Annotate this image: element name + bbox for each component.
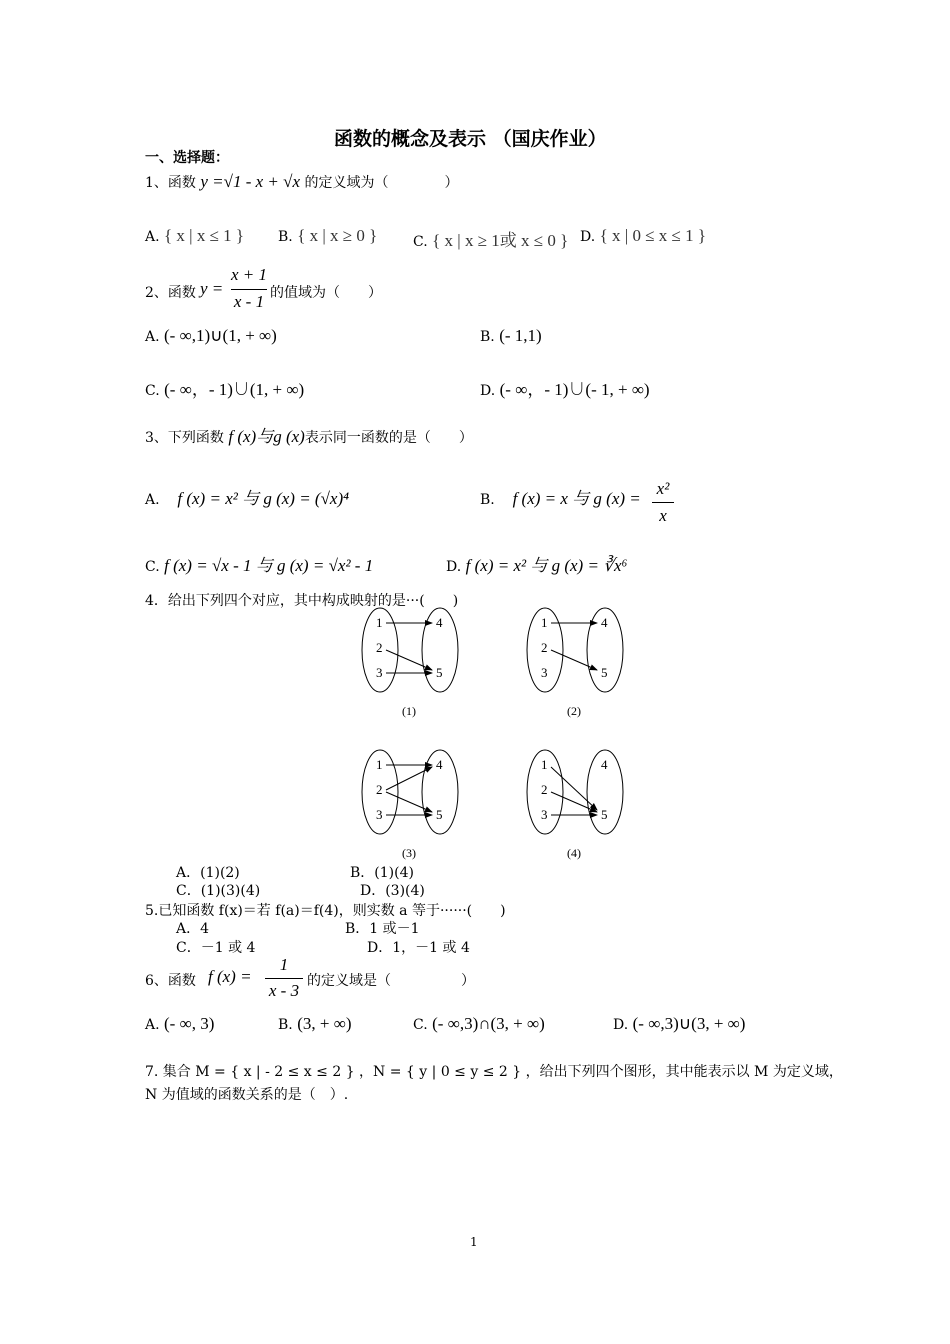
- q1-option-d: D. { x | 0 ≤ x ≤ 1 }: [580, 226, 707, 245]
- q2-option-a: A. (- ∞,1)∪(1, + ∞): [145, 326, 277, 345]
- node-label: 4: [601, 757, 608, 772]
- arrow: [551, 792, 597, 812]
- section-heading: 一、选择题：: [145, 150, 229, 166]
- q5-option-b: B．1 或－1: [345, 921, 420, 937]
- q3-option-b: B. f (x) = x 与 g (x) =: [480, 489, 641, 508]
- q2-option-d: D. (- ∞，- 1)∪(- 1, + ∞): [480, 380, 650, 399]
- question-1: [145, 172, 458, 192]
- node-label: 4: [601, 615, 608, 630]
- q6-denominator: x - 3: [268, 981, 300, 1000]
- node-label: 3: [376, 807, 383, 822]
- question-3: 3、下列函数 f (x)与g (x)表示同一函数的是（ ）: [145, 427, 473, 446]
- question-4: 4．给出下列四个对应，其中构成映射的是···( ): [145, 593, 459, 609]
- node-label: 2: [541, 782, 548, 797]
- arrow: [386, 650, 432, 670]
- q2-suffix: 的值域为（ ）: [270, 285, 382, 301]
- node-label: 4: [436, 757, 443, 772]
- q6-option-b: B. (3, + ∞): [278, 1014, 352, 1033]
- node-label: 1: [376, 757, 383, 772]
- q4-option-d: D．(3)(4): [360, 883, 425, 899]
- q6-prefix: 6、函数: [145, 973, 196, 989]
- page-title: 函数的概念及表示 （国庆作业）: [334, 128, 607, 150]
- mapping-diagram-2: [527, 608, 623, 718]
- arrow: [551, 650, 597, 670]
- q6-lhs: f (x) =: [208, 967, 252, 986]
- q6-numerator: 1: [279, 955, 289, 974]
- node-label: 2: [376, 640, 383, 655]
- q1-option-c: C. { x | x ≥ 1或 x ≤ 0 }: [413, 231, 569, 250]
- q3-option-d: D. f (x) = x² 与 g (x) = ∛x⁶: [446, 556, 628, 575]
- q1-suffix: 的定义域为（ ）: [304, 175, 459, 191]
- diagram-caption: (3): [402, 846, 416, 860]
- mapping-diagram-4: [527, 750, 623, 860]
- q3-b-numerator: x²: [656, 479, 670, 498]
- q2-lhs: y =: [200, 279, 224, 298]
- q5-option-a: A．4: [176, 921, 210, 937]
- q4-option-c: C．(1)(3)(4): [176, 883, 261, 899]
- diagram-caption: (1): [402, 704, 416, 718]
- q3-b-fraction-bar: [652, 502, 674, 503]
- q1-option-a: A. { x | x ≤ 1 }: [145, 226, 245, 245]
- q5-option-c: C．－1 或 4: [176, 940, 256, 956]
- q2-option-c: C. (- ∞，- 1)∪(1, + ∞): [145, 380, 305, 399]
- node-label: 5: [601, 807, 608, 822]
- q3-b-denominator: x: [659, 506, 667, 525]
- arrow: [551, 767, 597, 810]
- q2-fraction-bar: [231, 289, 267, 290]
- q4-option-b: B．(1)(4): [350, 865, 414, 881]
- q3-option-a: A. f (x) = x² 与 g (x) = (√x)⁴: [145, 489, 350, 508]
- q6-fraction-bar: [265, 978, 303, 979]
- q4-option-a: A．(1)(2): [176, 865, 240, 881]
- page-number: 1: [470, 1235, 478, 1249]
- q3-option-c: C. f (x) = √x - 1 与 g (x) = √x² - 1: [145, 556, 374, 575]
- node-label: 3: [541, 665, 548, 680]
- diagram-caption: (2): [567, 704, 581, 718]
- node-label: 5: [436, 665, 443, 680]
- node-label: 1: [376, 615, 383, 630]
- node-label: 4: [436, 615, 443, 630]
- mapping-diagram-3: [362, 750, 458, 860]
- node-label: 2: [541, 640, 548, 655]
- q1-prefix: 1、函数: [145, 175, 196, 191]
- q2-prefix: 2、函数: [145, 285, 196, 301]
- node-label: 3: [541, 807, 548, 822]
- question-5: 5.已知函数 f(x)＝若 f(a)＝f(4)，则实数 a 等于······( ): [145, 903, 506, 919]
- node-label: 2: [376, 782, 383, 797]
- q1-formula: y =√1 - x + √x: [200, 172, 301, 191]
- q5-option-d: D．1，－1 或 4: [367, 940, 470, 956]
- q4-mapping-diagrams: [340, 600, 660, 870]
- q3-formula: f (x)与g (x): [228, 427, 305, 446]
- q6-option-a: A. (- ∞, 3): [145, 1014, 215, 1033]
- q2-denominator: x - 1: [233, 292, 265, 311]
- arrow: [386, 792, 432, 812]
- node-label: 1: [541, 757, 548, 772]
- q6-option-c: C. (- ∞,3)∩(3, + ∞): [413, 1014, 545, 1033]
- mapping-diagram-1: [362, 608, 458, 718]
- diagram-caption: (4): [567, 846, 581, 860]
- question-7-line-2: N 为值域的函数关系的是（ ）.: [145, 1087, 349, 1103]
- q6-option-d: D. (- ∞,3)∪(3, + ∞): [613, 1014, 746, 1033]
- q2-option-b: B. (- 1,1): [480, 326, 542, 345]
- arrow: [386, 767, 432, 790]
- node-label: 3: [376, 665, 383, 680]
- node-label: 1: [541, 615, 548, 630]
- node-label: 5: [436, 807, 443, 822]
- node-label: 5: [601, 665, 608, 680]
- question-7-line-1: 7. 集合 M = { x | - 2 ≤ x ≤ 2 } ，N = { y | 0 ≤ y ≤ 2 } ，给出下列四个图形，其中能表示以 M 为定义域，: [145, 1064, 843, 1080]
- q2-numerator: x + 1: [231, 265, 268, 284]
- q1-option-b: B. { x | x ≥ 0 }: [278, 226, 378, 245]
- q6-suffix: 的定义域是（ ）: [307, 973, 475, 989]
